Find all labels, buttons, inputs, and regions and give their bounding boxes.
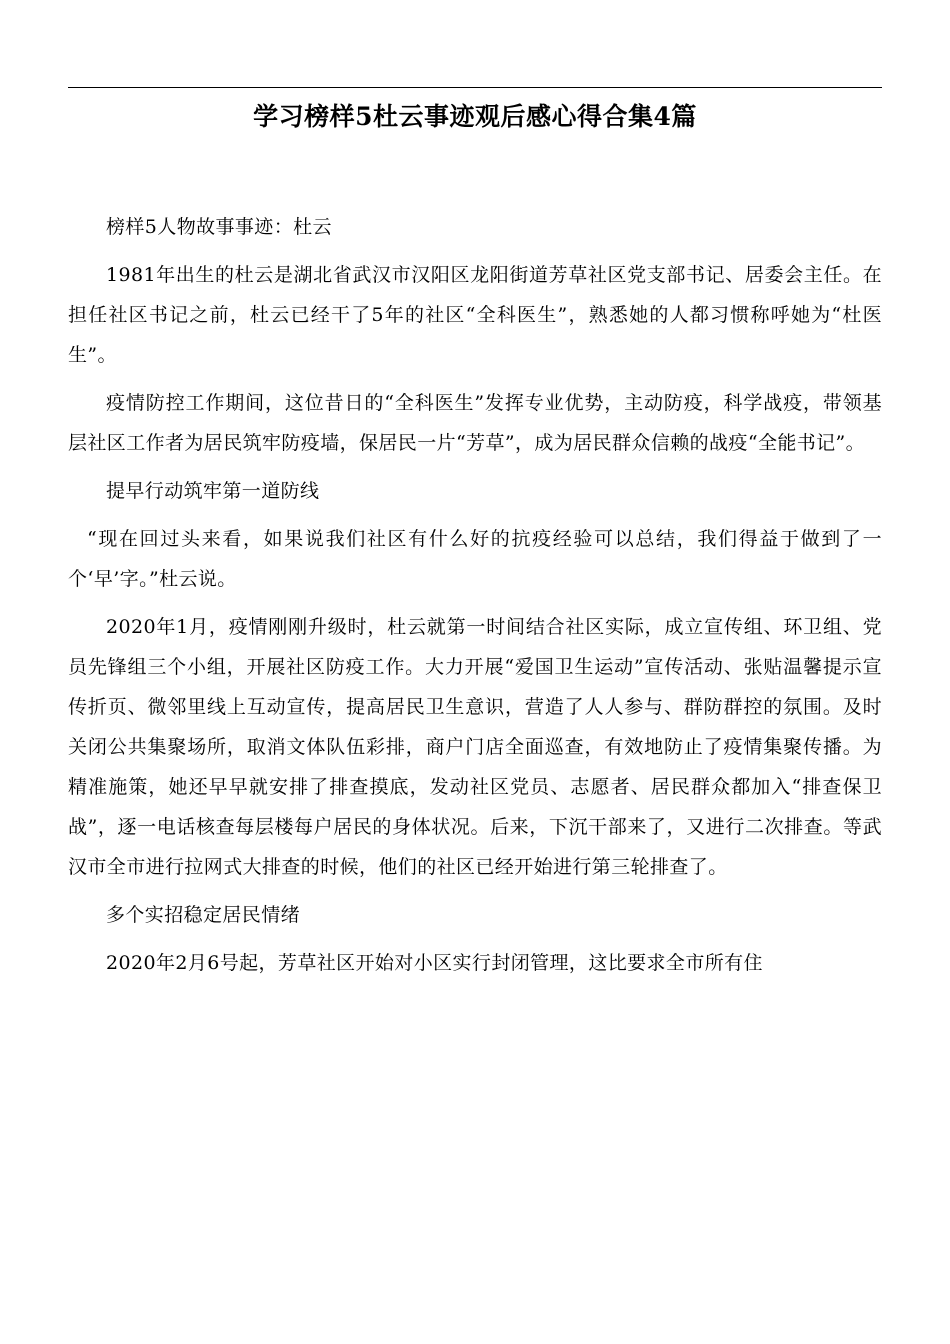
document-body [68,207,882,991]
paragraph-closed-management: 2020年2月6号起，芳草社区开始对小区实行封闭管理，这比要求全市所有住 [106,952,763,974]
paragraph-quote: “现在回过头来看，如果说我们社区有什么好的抗疫经验可以总结，我们得益于做到了一个‘早’字。”杜云说。 [68,528,882,590]
section-heading-first-defense: 提早行动筑牢第一道防线 [106,480,320,502]
paragraph-epidemic-role: 疫情防控工作期间，这位昔日的“全科医生”发挥专业优势，主动防疫，科学战疫，带领基层社区工作者为居民筑牢防疫墙，保居民一片“芳草”，成为居民群众信赖的战疫“全能书记”。 [68,392,882,454]
paragraph-early-actions: 2020年1月，疫情刚刚升级时，杜云就第一时间结合社区实际，成立宣传组、环卫组、党员先锋组三个小组，开展社区防疫工作。大力开展“爱国卫生运动”宣传活动、张贴温馨提示宣传折页、微邻里线上互动宣传，提高居民卫生意识，营造了人人参与、群防群控的氛围。及时关闭公共集聚场所，取消文体队伍彩排，商户门店全面巡查，有效地防止了疫情集聚传播。为精准施策，她还早早就安排了排查摸底，发动社区党员、志愿者、居民群众都加入“排查保卫战”，逐一电话核查每层楼每户居民的身体状况。后来，下沉干部来了，又进行二次排查。等武汉市全市进行拉网式大排查的时候，他们的社区已经开始进行第三轮排查了。 [68,616,882,878]
paragraph-intro: 1981年出生的杜云是湖北省武汉市汉阳区龙阳街道芳草社区党支部书记、居委会主任。在担任社区书记之前，杜云已经干了5年的社区“全科医生”，熟悉她的人都习惯称呼她为“杜医生”。 [68,264,882,366]
section-heading-stabilize: 多个实招稳定居民情绪 [106,904,301,926]
header-rule [68,87,882,88]
paragraph-subject: 榜样5人物故事事迹：杜云 [106,216,332,238]
document-title: 学习榜样5杜云事迹观后感心得合集4篇 [253,102,697,131]
